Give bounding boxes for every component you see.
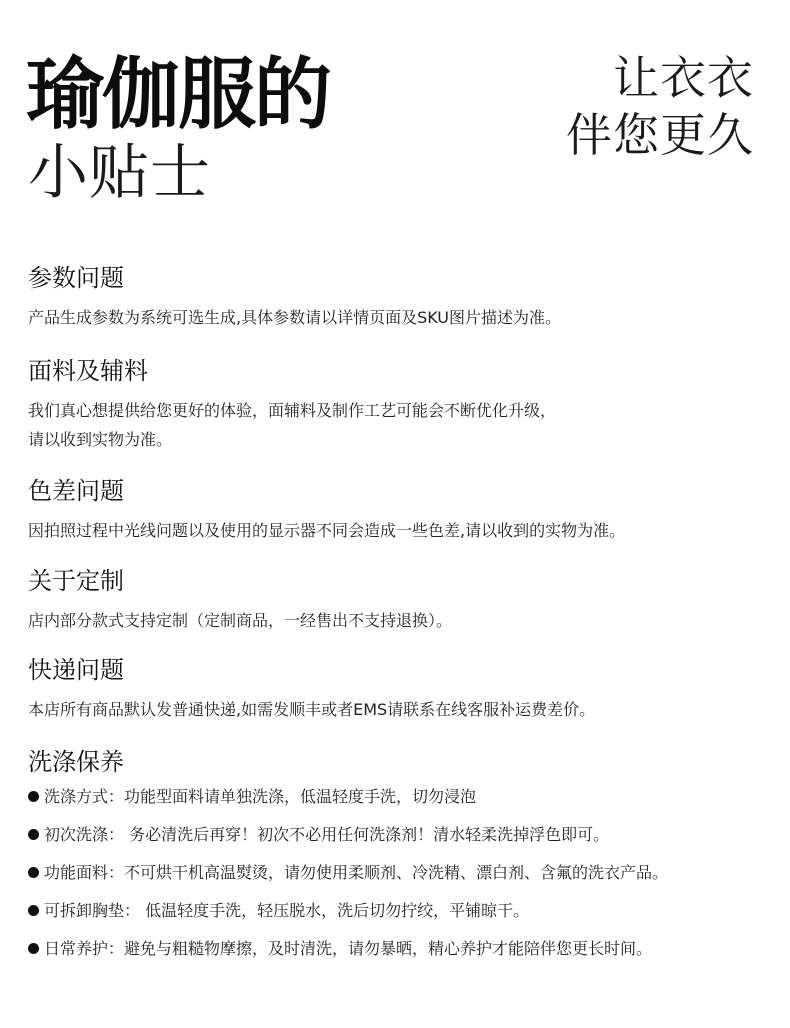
slogan-line-1: 让衣衣 <box>613 51 754 105</box>
section-title: 洗涤保养 <box>28 748 124 776</box>
section-color-difference <box>28 477 768 545</box>
section-title: 关于定制 <box>28 567 124 595</box>
bullet-icon <box>28 905 39 916</box>
care-item <box>28 787 768 807</box>
section-shipping <box>28 656 768 724</box>
page-title: 瑜伽服的 <box>26 50 331 140</box>
bullet-icon <box>28 867 39 878</box>
care-item-text: 可拆卸胸垫： 低温轻度手洗，轻压脱水，洗后切勿拧绞，平铺晾干。 <box>44 900 530 920</box>
section-fabric <box>28 357 768 454</box>
section-text: 店内部分款式支持定制（定制商品，一经售出不支持退换）。 <box>28 610 453 630</box>
bullet-icon <box>28 829 39 840</box>
care-item-text: 功能面料：不可烘干机高温熨烫，请勿使用柔顺剂、冷洗精、漂白剂、含氟的洗衣产品。 <box>44 862 669 882</box>
care-item-text: 洗涤方式：功能型面料请单独洗涤，低温轻度手洗，切勿浸泡 <box>44 786 477 806</box>
section-text: 因拍照过程中光线问题以及使用的显示器不同会造成一些色差,请以收到的实物为准。 <box>28 520 626 540</box>
section-care <box>28 748 768 977</box>
section-title: 参数问题 <box>28 264 124 292</box>
care-item-text: 日常养护：避免与粗糙物摩擦，及时清洗，请勿暴晒，精心养护才能陪伴您更长时间。 <box>44 938 653 958</box>
section-title: 色差问题 <box>28 477 124 505</box>
page-subtitle: 小贴士 <box>28 138 211 208</box>
slogan-line-2: 伴您更久 <box>566 107 754 162</box>
care-item <box>28 863 768 883</box>
care-item <box>28 939 768 959</box>
section-title: 快递问题 <box>28 656 124 684</box>
slogan <box>566 50 754 163</box>
section-text: 产品生成参数为系统可选生成,具体参数请以详情页面及SKU图片描述为准。 <box>28 307 562 327</box>
section-parameters <box>28 264 768 332</box>
care-item <box>28 825 768 845</box>
section-title: 面料及辅料 <box>28 357 148 385</box>
bullet-icon <box>28 943 39 954</box>
care-item-text: 初次洗涤： 务必清洗后再穿！初次不必用任何洗涤剂！清水轻柔洗掉浮色即可。 <box>44 824 610 844</box>
section-text: 本店所有商品默认发普通快递,如需发顺丰或者EMS请联系在线客服补运费差价。 <box>28 699 596 719</box>
section-customization <box>28 567 768 635</box>
care-item <box>28 901 768 921</box>
section-text: 我们真心想提供给您更好的体验，面辅料及制作工艺可能会不断优化升级， <box>28 400 557 420</box>
bullet-icon <box>28 791 39 802</box>
section-text: 请以收到实物为准。 <box>28 429 173 449</box>
care-list <box>28 787 768 959</box>
